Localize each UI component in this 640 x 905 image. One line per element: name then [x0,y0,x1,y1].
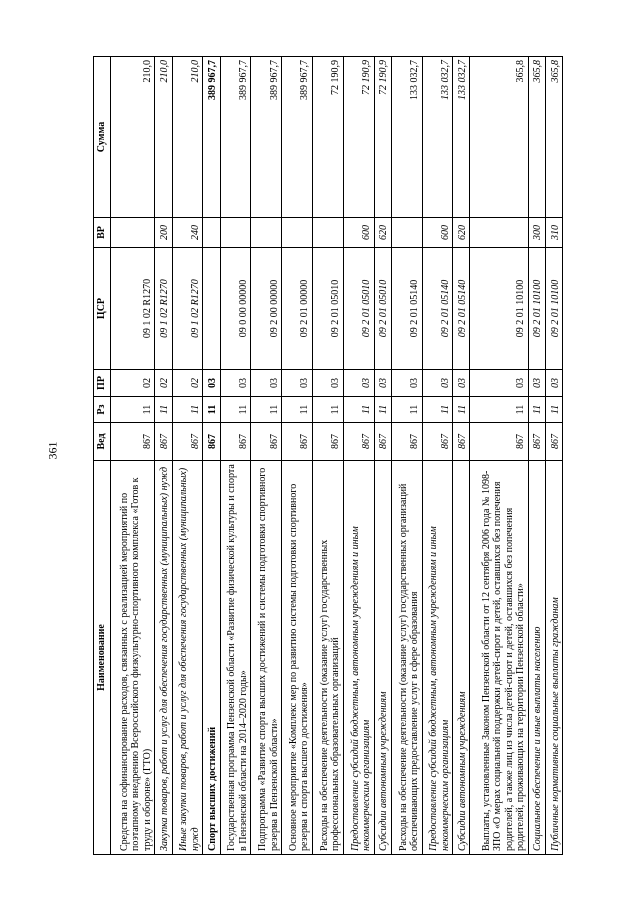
cell-ved: 867 [155,423,172,461]
header-name: Наименование [94,461,111,855]
cell-sum: 210,0 [172,57,203,218]
cell-rz: 11 [155,397,172,423]
cell-csr: 09 1 02 R1270 [155,248,172,370]
cell-sum: 365,8 [545,57,562,218]
cell-ved: 867 [422,423,453,461]
cell-ved: 867 [528,423,545,461]
table-row [391,57,422,855]
cell-name: Социальное обеспечение и иные выплаты населению [528,461,545,855]
cell-name: Расходы на обеспечение деятельности (оказание услуг) государственных организаций обеспечивающих предоставление услуг в сфере образования [391,461,422,855]
cell-rz: 11 [312,397,343,423]
cell-ved: 867 [470,423,528,461]
cell-pr: 02 [155,370,172,397]
cell-csr: 09 2 01 05010 [312,248,343,370]
table-row [374,57,391,855]
cell-name: Средства на софинансирование расходов, связанных с реализацией мероприятий по поэтапному внедрению Всероссийского физкультурно-спортивного комплекса «Готов к труду и обороне» (ГТО) [111,461,155,855]
cell-name: Предоставление субсидий бюджетным, автономным учреждениям и иным некоммерческим организациям [422,461,453,855]
table-row [203,57,220,855]
cell-rz: 11 [374,397,391,423]
cell-vr: 620 [453,218,470,248]
cell-rz: 11 [282,397,313,423]
cell-rz: 11 [343,397,374,423]
cell-ved: 867 [172,423,203,461]
cell-name: Публичные нормативные социальные выплаты гражданам [545,461,562,855]
cell-pr: 03 [282,370,313,397]
cell-csr: 09 2 01 10100 [545,248,562,370]
cell-rz: 11 [545,397,562,423]
cell-csr: 09 2 01 05140 [453,248,470,370]
header-csr: ЦСР [94,248,111,370]
table-row [422,57,453,855]
table-row [111,57,155,855]
cell-vr: 300 [528,218,545,248]
cell-sum: 72 190,9 [312,57,343,218]
table-row [545,57,562,855]
cell-vr [111,218,155,248]
cell-rz: 11 [453,397,470,423]
cell-pr: 03 [528,370,545,397]
rotated-table-container [93,57,563,855]
table-row [282,57,313,855]
cell-pr: 02 [111,370,155,397]
cell-vr [391,218,422,248]
cell-pr: 03 [343,370,374,397]
table-row [220,57,251,855]
cell-pr: 03 [374,370,391,397]
table-row [470,57,528,855]
cell-vr: 620 [374,218,391,248]
cell-csr: 09 2 01 05010 [374,248,391,370]
cell-pr: 03 [545,370,562,397]
cell-csr: 09 2 01 10100 [470,248,528,370]
cell-rz: 11 [251,397,282,423]
cell-pr: 02 [172,370,203,397]
cell-vr [312,218,343,248]
cell-rz: 11 [470,397,528,423]
cell-vr [220,218,251,248]
budget-table [93,56,563,855]
cell-sum: 210,0 [111,57,155,218]
cell-name: Расходы на обеспечение деятельности (оказание услуг) государственных профессиональных образовательных организаций [312,461,343,855]
cell-vr: 600 [343,218,374,248]
cell-csr: 09 1 02 R1270 [172,248,203,370]
table-row [312,57,343,855]
page-number: 361 [45,441,60,460]
cell-ved: 867 [111,423,155,461]
cell-name: Подпрограмма «Развитие спорта высших достижений и системы подготовки спортивного резерва в Пензенской области» [251,461,282,855]
cell-name: Выплаты, установленные Законом Пензенской области от 12 сентября 2006 года № 1098-ЗПО «О мерах социальной поддержки детей-сирот и детей, оставшихся без попечения родителей, а также лиц из числа детей-сирот и детей, оставшихся без попечения родителей, проживающих на территории Пензенской области» [470,461,528,855]
cell-rz: 11 [203,397,220,423]
cell-pr: 03 [203,370,220,397]
cell-name: Государственная программа Пензенской области «Развитие физической культуры и спорта в Пензенской области на 2014–2020 годы» [220,461,251,855]
cell-rz: 11 [422,397,453,423]
cell-sum: 389 967,7 [251,57,282,218]
cell-name: Субсидии автономным учреждениям [374,461,391,855]
cell-pr: 03 [220,370,251,397]
cell-ved: 867 [453,423,470,461]
cell-ved: 867 [374,423,391,461]
table-row [155,57,172,855]
cell-name: Основное мероприятие «Комплекс мер по развитию системы подготовки спортивного резерва и спорта высшего достижения» [282,461,313,855]
cell-pr: 03 [470,370,528,397]
cell-ved: 867 [203,423,220,461]
cell-sum: 389 967,7 [282,57,313,218]
cell-rz: 11 [172,397,203,423]
cell-sum: 389 967,7 [203,57,220,218]
cell-rz: 11 [111,397,155,423]
table-body [111,57,563,855]
cell-sum: 365,8 [528,57,545,218]
cell-csr: 09 2 00 00000 [251,248,282,370]
cell-ved: 867 [251,423,282,461]
cell-ved: 867 [391,423,422,461]
cell-rz: 11 [528,397,545,423]
cell-sum: 210,0 [155,57,172,218]
table-row [528,57,545,855]
table-header-row [94,57,111,855]
header-rz: Рз [94,397,111,423]
cell-csr [203,248,220,370]
cell-name: Предоставление субсидий бюджетным, автономным учреждениям и иным некоммерческим организациям [343,461,374,855]
cell-csr: 09 2 01 05010 [343,248,374,370]
cell-csr: 09 2 01 05140 [391,248,422,370]
cell-rz: 11 [220,397,251,423]
cell-pr: 03 [251,370,282,397]
cell-ved: 867 [282,423,313,461]
cell-vr: 200 [155,218,172,248]
cell-vr [470,218,528,248]
cell-vr [282,218,313,248]
cell-vr [203,218,220,248]
cell-ved: 867 [220,423,251,461]
cell-csr: 09 2 01 00000 [282,248,313,370]
cell-pr: 03 [453,370,470,397]
cell-sum: 72 190,9 [343,57,374,218]
cell-name: Иные закупки товаров, работ и услуг для обеспечения государственных (муниципальных) нужд [172,461,203,855]
header-sum: Сумма [94,57,111,218]
cell-pr: 03 [422,370,453,397]
cell-sum: 389 967,7 [220,57,251,218]
cell-sum: 365,8 [470,57,528,218]
cell-name: Субсидии автономным учреждениям [453,461,470,855]
cell-ved: 867 [312,423,343,461]
table-row [251,57,282,855]
cell-vr: 240 [172,218,203,248]
table-row [343,57,374,855]
cell-csr: 09 2 01 05140 [422,248,453,370]
cell-sum: 133 032,7 [422,57,453,218]
header-ved: Вед [94,423,111,461]
cell-sum: 133 032,7 [391,57,422,218]
cell-pr: 03 [391,370,422,397]
cell-ved: 867 [545,423,562,461]
header-vr: ВР [94,218,111,248]
cell-sum: 133 032,7 [453,57,470,218]
cell-csr: 09 0 00 00000 [220,248,251,370]
header-pr: ПР [94,370,111,397]
cell-csr: 09 2 01 10100 [528,248,545,370]
cell-csr: 09 1 02 R1270 [111,248,155,370]
table-row [172,57,203,855]
cell-vr: 310 [545,218,562,248]
cell-vr: 600 [422,218,453,248]
cell-ved: 867 [343,423,374,461]
cell-pr: 03 [312,370,343,397]
cell-vr [251,218,282,248]
cell-name: Закупка товаров, работ и услуг для обеспечения государственных (муниципальных) нужд [155,461,172,855]
cell-sum: 72 190,9 [374,57,391,218]
cell-name: Спорт высших достижений [203,461,220,855]
cell-rz: 11 [391,397,422,423]
table-row [453,57,470,855]
